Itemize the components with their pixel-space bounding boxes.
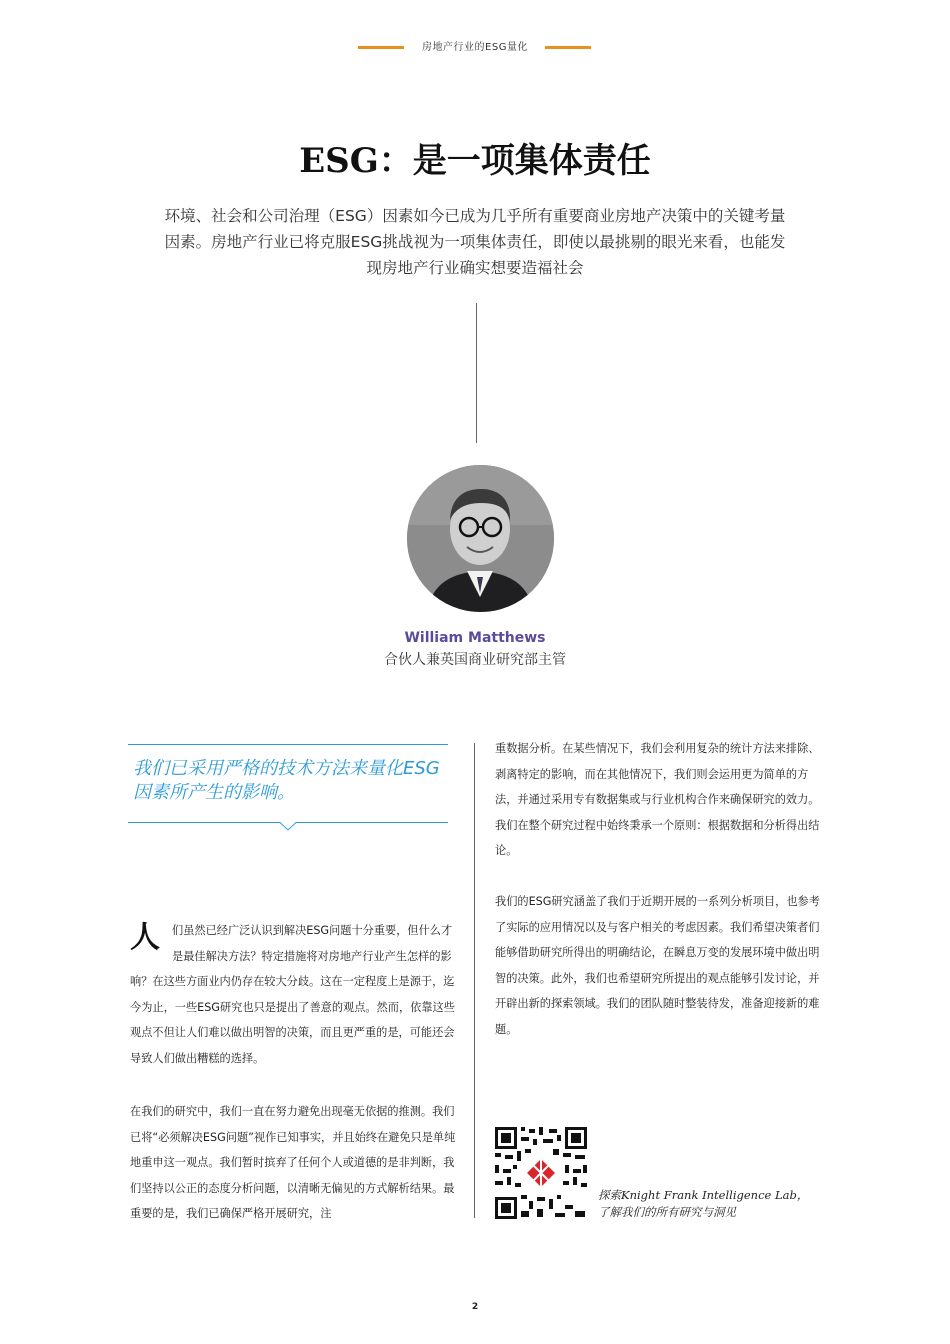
qr-code[interactable] xyxy=(493,1125,589,1221)
running-header xyxy=(0,40,950,56)
qr-caption-line-1: 探索Knight Frank Intelligence Lab， xyxy=(598,1188,809,1202)
header-rule-right xyxy=(545,46,591,49)
paragraph-1-text: 们虽然已经广泛认识到解决ESG问题十分重要，但什么才是最佳解决方法？特定措施将对房地产行业产生怎样的影响？在这些方面业内仍存在较大分歧。这在一定程度上是源于，迄今为止，一些ESG研究也只是提出了善意的观点。然而，依靠这些观点不但让人们难以做出明智的决策，而且更严重的是，可能还会导致人们做出糟糕的选择。 xyxy=(130,924,455,1065)
author-name: William Matthews xyxy=(404,630,546,646)
qr-caption-line-2: 了解我们的所有研究与洞见 xyxy=(598,1205,736,1219)
pull-quote-top-rule xyxy=(128,744,448,745)
page-number: 2 xyxy=(471,1302,479,1312)
author-role: 合伙人兼英国商业研究部主管 xyxy=(384,652,566,668)
article-title: ESG：是一项集体责任 xyxy=(299,141,651,181)
article-lead: 环境、社会和公司治理（ESG）因素如今已成为几乎所有重要商业房地产决策中的关键考量因素。房地产行业已将克服ESG挑战视为一项集体责任，即使以最挑剔的眼光来看，也能发现房地产行业确实想要造福社会 xyxy=(164,207,786,277)
pull-quote-pointer xyxy=(128,822,448,832)
header-rule-left xyxy=(358,46,404,49)
running-title: 房地产行业的ESG量化 xyxy=(422,42,528,53)
drop-cap: 人 xyxy=(130,920,160,955)
column-divider xyxy=(474,743,475,1218)
body-paragraph-1 xyxy=(130,918,458,1072)
body-paragraph-2: 在我们的研究中，我们一直在努力避免出现毫无依据的推测。我们已将“必须解决ESG问题”视作已知事实，并且始终在避免只是单纯地重申这一观点。我们暂时摈弃了任何个人或道德的是非判断，我们坚持以公正的态度分析问题，以清晰无偏见的方式解析结果。最重要的是，我们已确保严格开展研究，注 xyxy=(130,1105,456,1221)
body-paragraph-3: 重数据分析。在某些情况下，我们会利用复杂的统计方法来排除、剥离特定的影响，而在其他情况下，我们则会运用更为简单的方法，并通过采用专有数据集或与行业机构合作来确保研究的效力。我们在整个研究过程中始终秉承一个原则：根据数据和分析得出结论。 xyxy=(495,742,820,858)
qr-caption xyxy=(598,1187,828,1221)
pull-quote: 我们已采用严格的技术方法来量化ESG因素所产生的影响。 xyxy=(133,758,440,803)
author-avatar xyxy=(407,465,554,612)
body-paragraph-4: 我们的ESG研究涵盖了我们于近期开展的一系列分析项目，也参考了实际的应用情况以及与客户相关的考虑因素。我们希望决策者们能够借助研究所得出的明确结论，在瞬息万变的发展环境中做出明智的决策。此外，我们也希望研究所提出的观点能够引发讨论，并开辟出新的探索领域。我们的团队随时整装待发，准备迎接新的难题。 xyxy=(495,895,820,1036)
author-portrait-illustration xyxy=(407,465,554,612)
qr-code-graphic xyxy=(493,1125,589,1221)
vertical-divider xyxy=(476,303,477,443)
pull-quote-bottom-rule xyxy=(128,822,448,832)
